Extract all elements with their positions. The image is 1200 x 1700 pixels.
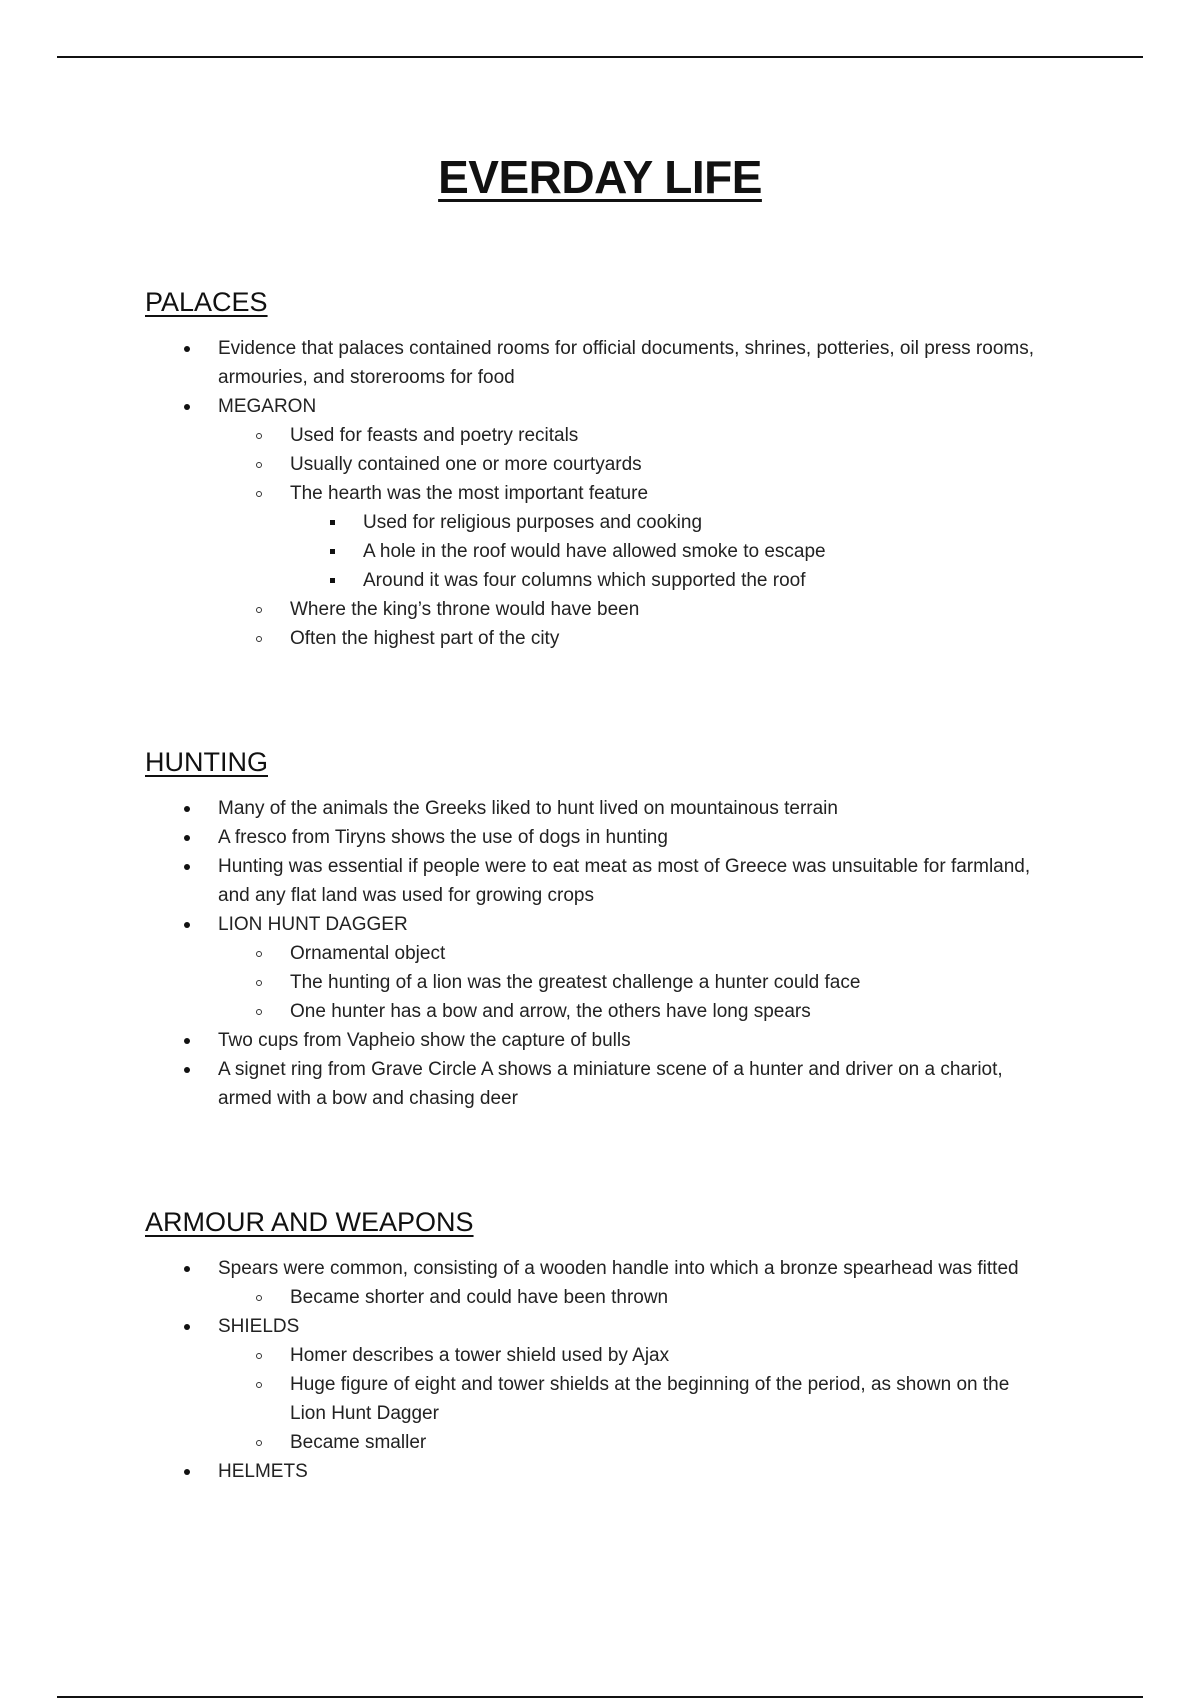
list-item: Evidence that palaces contained rooms for official documents, shrines, potteries, oil press rooms, armouries, and storerooms for food [145, 334, 1045, 392]
list-item: Usually contained one or more courtyards [145, 450, 1045, 479]
section-heading: HUNTING [145, 747, 268, 777]
list-item: A signet ring from Grave Circle A shows a miniature scene of a hunter and driver on a chariot, armed with a bow and chasing deer [145, 1055, 1045, 1113]
list-item: Many of the animals the Greeks liked to hunt lived on mountainous terrain [145, 794, 1045, 823]
list-item: Became shorter and could have been thrown [145, 1283, 1045, 1312]
list-item: Around it was four columns which supported the roof [145, 566, 1045, 595]
list-item: Used for religious purposes and cooking [145, 508, 1045, 537]
list-item: The hunting of a lion was the greatest challenge a hunter could face [145, 968, 1045, 997]
bullet-list [145, 794, 1045, 1113]
list-item: Where the king’s throne would have been [145, 595, 1045, 624]
list-item: A fresco from Tiryns shows the use of dogs in hunting [145, 823, 1045, 852]
section-hunting [145, 744, 1045, 1113]
section-palaces [145, 284, 1045, 653]
list-item: SHIELDS [145, 1312, 1045, 1341]
bullet-list [145, 1254, 1045, 1486]
list-item: Spears were common, consisting of a wooden handle into which a bronze spearhead was fitted [145, 1254, 1045, 1283]
list-item: LION HUNT DAGGER [145, 910, 1045, 939]
list-item: A hole in the roof would have allowed smoke to escape [145, 537, 1045, 566]
list-item: Two cups from Vapheio show the capture of bulls [145, 1026, 1045, 1055]
page-title: EVERDAY LIFE [438, 151, 762, 203]
list-item: Became smaller [145, 1428, 1045, 1457]
section-armour-and-weapons [145, 1204, 1045, 1486]
section-heading: PALACES [145, 287, 268, 317]
list-item: Homer describes a tower shield used by Ajax [145, 1341, 1045, 1370]
top-rule [57, 56, 1143, 58]
list-item: MEGARON [145, 392, 1045, 421]
list-item: Ornamental object [145, 939, 1045, 968]
list-item: Huge figure of eight and tower shields at the beginning of the period, as shown on the Lion Hunt Dagger [145, 1370, 1045, 1428]
list-item: Used for feasts and poetry recitals [145, 421, 1045, 450]
section-heading: ARMOUR AND WEAPONS [145, 1207, 474, 1237]
list-item: One hunter has a bow and arrow, the others have long spears [145, 997, 1045, 1026]
list-item: Often the highest part of the city [145, 624, 1045, 653]
list-item: HELMETS [145, 1457, 1045, 1486]
list-item: Hunting was essential if people were to eat meat as most of Greece was unsuitable for farmland, and any flat land was used for growing crops [145, 852, 1045, 910]
bullet-list [145, 334, 1045, 653]
bottom-rule [57, 1696, 1143, 1698]
list-item: The hearth was the most important feature [145, 479, 1045, 508]
